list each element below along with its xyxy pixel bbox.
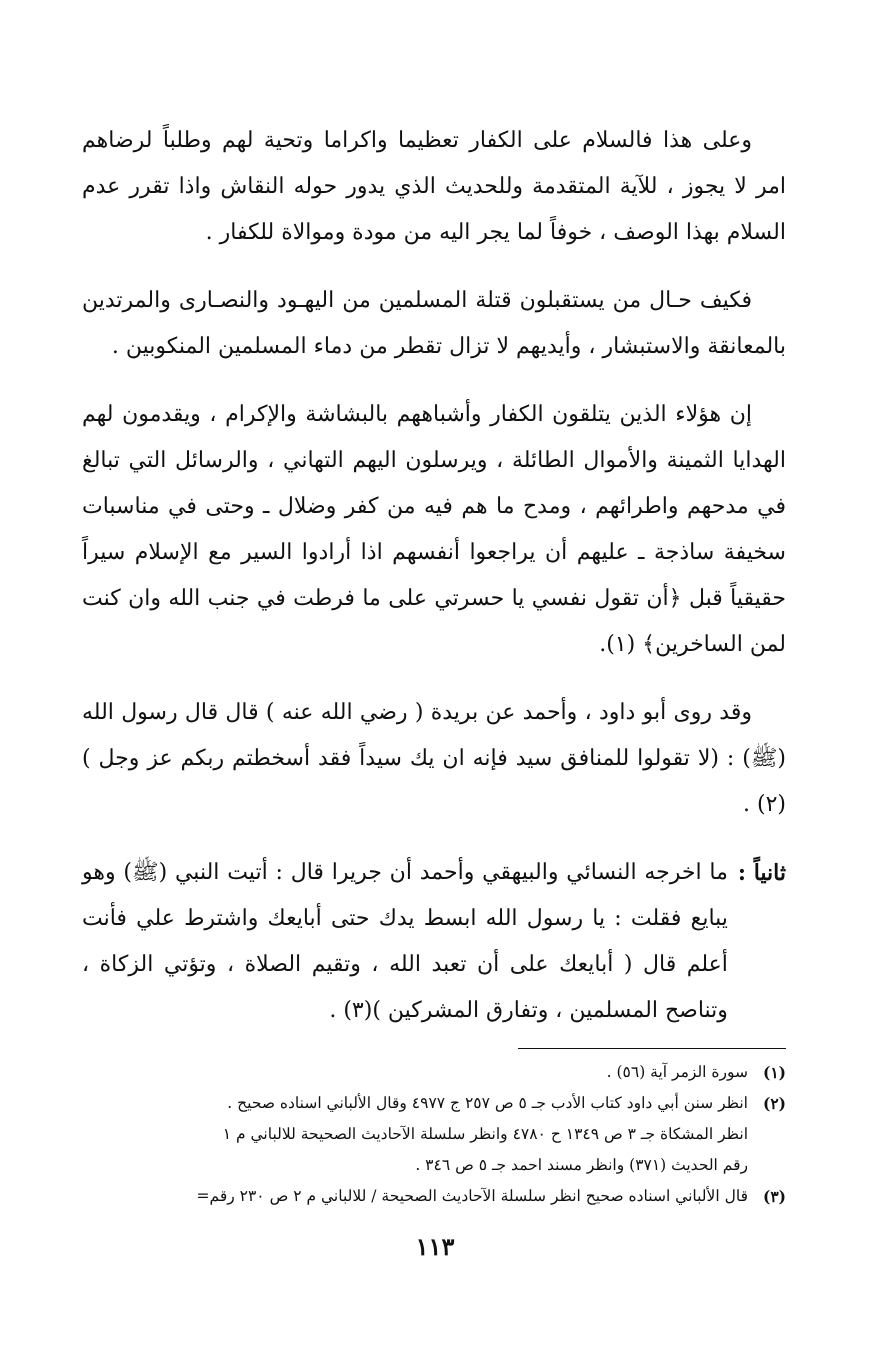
footnote-text: انظر سنن أبي داود كتاب الأدب جـ ٥ ص ٢٥٧ ج ٤٩٧٧ وقال الألباني اسناده صحيح .: [227, 1094, 748, 1112]
paragraph-3: إن هؤلاء الذين يتلقون الكفار وأشباههم بالبشاشة والإكرام ، ويقدمون لهم الهدايا الثمينة والأموال الطائلة ، ويرسلون اليهم التهاني ، والرسائل التي تبالغ في مدحهم واطرائهم ، ومدح ما هم فيه من كفر وضلال ـ وحتى في مناسبات سخيفة ساذجة ـ عليهم أن يراجعوا أنفسهم اذا أرادوا السير مع الإسلام سيراً حقيقياً قبل ﴿أن تقول نفسي يا حسرتي على ما فرطت في جنب الله وان كنت لمن الساخرين﴾ (١).: [82, 402, 786, 657]
footnote-number: (٢): [762, 1094, 786, 1113]
point-label: ثانياً :: [737, 860, 786, 886]
footnote-number: (١): [762, 1063, 786, 1082]
footnote-1: [82, 1057, 786, 1088]
footnote-text: قال الألباني اسناده صحيح انظر سلسلة الآحاديث الصحيحة / للالباني م ٢ ص ٢٣٠ رقم=: [196, 1187, 748, 1205]
paragraph-1: وعلى هذا فالسلام على الكفار تعظيما واكراما وتحية لهم وطلباً لرضاهم امر لا يجوز ، للآية المتقدمة وللحديث الذي يدور حوله النقاش واذا تقرر عدم السلام بهذا الوصف ، خوفاً لما يجر اليه من مودة وموالاة للكفار .: [82, 128, 786, 245]
footnote-3: [82, 1181, 786, 1212]
footnote-2-line-3: رقم الحديث (٣٧١) وانظر مسند احمد جـ ٥ ص ٣٤٦ .: [415, 1156, 748, 1174]
page-number: ١١٣: [415, 1232, 455, 1261]
footnote-2-line-2: انظر المشكاة جـ ٣ ص ١٣٤٩ ح ٤٧٨٠ وانظر سلسلة الآحاديث الصحيحة للالباني م ١: [222, 1125, 748, 1143]
footnote-2: [82, 1088, 786, 1119]
paragraph-2: فكيف حـال من يستقبلون قتلة المسلمين من اليهـود والنصـارى والمرتدين بالمعانقة والاستبشار ، وأيديهم لا تزال تقطر من دماء المسلمين المنكوبين .: [82, 288, 786, 359]
footnote-number: (٣): [762, 1187, 786, 1206]
point-text: ما اخرجه النسائي والبيهقي وأحمد أن جريرا قال : أتيت النبي (ﷺ) وهو يبايع فقلت : يا رسول الله ابسط يدك حتى أبايعك واشترط علي فأنت أعلم قال ( أبايعك على أن تعبد الله ، وتقيم الصلاة ، وتؤتي الزكاة ، وتناصح المسلمين ، وتفارق المشركين )(٣) .: [82, 860, 728, 1023]
footnote-divider: [518, 1048, 786, 1049]
numbered-point-second: [82, 850, 786, 1034]
paragraph-4: وقد روى أبو داود ، وأحمد عن بريدة ( رضي الله عنه ) قال قال رسول الله (ﷺ) : (لا تقولوا للمنافق سيد فإنه ان يك سيداً فقد أسخطتم ربكم عز وجل )(٢) .: [82, 700, 786, 817]
footnote-text: سورة الزمر آية (٥٦) .: [606, 1063, 748, 1081]
